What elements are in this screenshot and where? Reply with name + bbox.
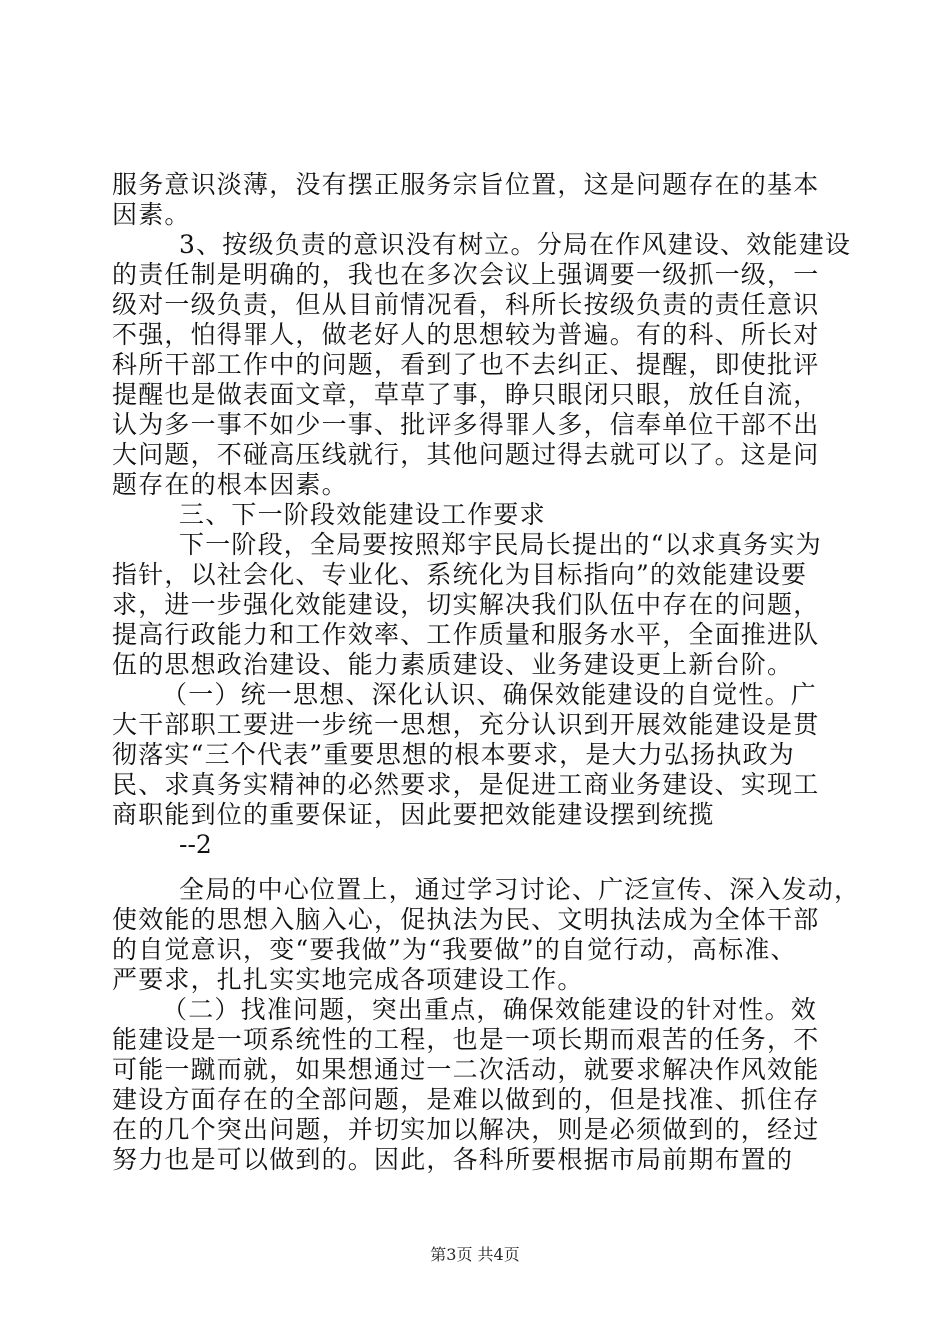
text-line: 因素。 — [112, 200, 191, 229]
text-line: 服务意识淡薄，没有摆正服务宗旨位置，这是问题存在的基本 — [112, 170, 820, 199]
text-line: 建设方面存在的全部问题，是难以做到的，但是找准、抓住存 — [112, 1085, 820, 1114]
text-line: 提高行政能力和工作效率、工作质量和服务水平，全面推进队 — [112, 620, 820, 649]
text-line: 能建设是一项系统性的工程，也是一项长期而艰苦的任务，不 — [112, 1025, 820, 1054]
text-line: 全局的中心位置上，通过学习讨论、广泛宣传、深入发动， — [179, 875, 861, 904]
text-line: 民、求真务实精神的必然要求，是促进工商业务建设、实现工 — [112, 770, 820, 799]
text-line: 努力也是可以做到的。因此，各科所要根据市局前期布置的 — [112, 1145, 794, 1174]
text-line: 级对一级负责，但从目前情况看，科所长按级负责的责任意识 — [112, 290, 820, 319]
text-line: 在的几个突出问题，并切实加以解决，则是必须做到的，经过 — [112, 1115, 820, 1144]
text-line: 的责任制是明确的，我也在多次会议上强调要一级抓一级，一 — [112, 260, 820, 289]
text-line: 大问题，不碰高压线就行，其他问题过得去就可以了。这是问 — [112, 440, 820, 469]
text-line: 可能一蹴而就，如果想通过一二次活动，就要求解决作风效能 — [112, 1055, 820, 1084]
text-line: 3、按级负责的意识没有树立。分局在作风建设、效能建设 — [179, 230, 852, 259]
text-line: （一）统一思想、深化认识、确保效能建设的自觉性。广 — [162, 680, 818, 709]
text-line: 大干部职工要进一步统一思想，充分认识到开展效能建设是贯 — [112, 710, 820, 739]
text-line: 商职能到位的重要保证，因此要把效能建设摆到统揽 — [112, 800, 715, 829]
text-line: 使效能的思想入脑入心，促执法为民、文明执法成为全体干部 — [112, 905, 820, 934]
text-line: 指针，以社会化、专业化、系统化为目标指向”的效能建设要 — [112, 560, 808, 589]
text-line: 认为多一事不如少一事、批评多得罪人多，信奉单位干部不出 — [112, 410, 820, 439]
text-line: 下一阶段，全局要按照郑宇民局长提出的“以求真务实为 — [179, 530, 822, 559]
text-line: 求，进一步强化效能建设，切实解决我们队伍中存在的问题， — [112, 590, 820, 619]
text-line: 提醒也是做表面文章，草草了事，睁只眼闭只眼，放任自流， — [112, 380, 820, 409]
document-body — [112, 170, 861, 1175]
section-heading: 三、下一阶段效能建设工作要求 — [179, 500, 546, 529]
text-line: 伍的思想政治建设、能力素质建设、业务建设更上新台阶。 — [112, 650, 794, 679]
text-line: （二）找准问题，突出重点，确保效能建设的针对性。效 — [162, 995, 818, 1024]
text-line: 科所干部工作中的问题，看到了也不去纠正、提醒，即使批评 — [112, 350, 820, 379]
text-line: 不强，怕得罪人，做老好人的思想较为普遍。有的科、所长对 — [112, 320, 820, 349]
text-line: 彻落实“三个代表”重要思想的根本要求，是大力弘扬执政为 — [112, 740, 795, 769]
page-footer: 第3页 共4页 — [430, 1245, 520, 1264]
text-line: 题存在的根本因素。 — [112, 470, 348, 499]
text-line: 严要求，扎扎实实地完成各项建设工作。 — [112, 965, 584, 994]
spacer — [112, 860, 832, 875]
inline-page-marker: --2 — [179, 830, 212, 859]
text-line: 的自觉意识，变“要我做”为“我要做”的自觉行动，高标准、 — [112, 935, 797, 964]
